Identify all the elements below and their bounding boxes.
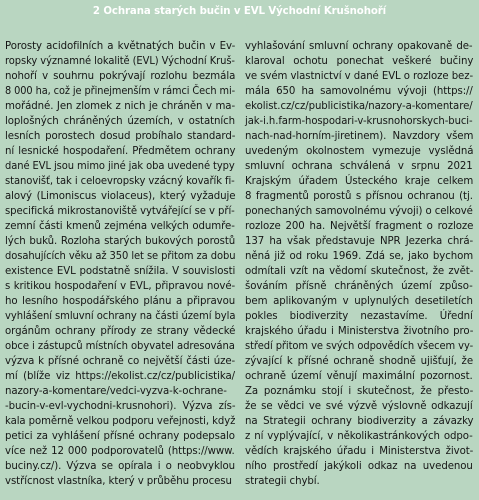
text-line: zemní části kmenů zejména velkých odumře- bbox=[5, 221, 235, 232]
text-line: ve svém vlastnictví v dané EVL o rozloze bez- bbox=[245, 71, 474, 82]
text-line: jak-i.h.farm-hospodari-v-krusnohorskych-buci- bbox=[245, 116, 473, 127]
text-line: pokles biodiverzity nezastavíme. Úřední bbox=[245, 311, 473, 322]
text-line: středí přitom ve svých odpovědích všecem vy- bbox=[245, 341, 474, 352]
text-line: -bucin-v-evl-vychodni-krusnohori). Výzva zís- bbox=[5, 401, 236, 412]
right-column-text bbox=[245, 39, 473, 489]
text-line: ekolist.cz/cz/publicistika/nazory-a-komentare/ bbox=[245, 101, 473, 112]
text-line: zývající k přísné ochraně shodně ujišťují, že bbox=[245, 356, 474, 367]
text-line: uvedeným okolnostem vymezuje vyslědná bbox=[245, 146, 474, 157]
text-line: nohoří v souhrnu pokrývají rozlohu bezmála bbox=[5, 71, 236, 82]
text-line: lých buků. Rozloha starých bukových porostů bbox=[5, 236, 236, 247]
text-line: více než 12 000 podporovatelů (https://www. bbox=[5, 446, 235, 457]
text-line: s kritikou hospodaření v EVL, připravou nové- bbox=[5, 281, 236, 292]
text-line: výzva k přísné ochraně co největší části úze- bbox=[5, 356, 236, 367]
text-line: rozloze 200 ha. Největší fragment o rozloze bbox=[245, 221, 474, 232]
text-line: mořádné. Jen zlomek z nich je chráněn v ma- bbox=[5, 101, 236, 112]
text-line: něná již od roku 1969. Zdá se, jako bychom bbox=[245, 251, 474, 262]
text-line: vyhlášení smluvní ochrany na části území byla bbox=[5, 311, 236, 322]
text-line: že se vědci ve své výzvě výslovně odkazují bbox=[245, 401, 473, 412]
section-title: 2 Ochrana starých bučin v EVL Východní Krušnohoří bbox=[92, 6, 387, 17]
text-line: krajského úřadu i Ministerstva životního pro- bbox=[245, 326, 474, 337]
text-line: bem aplikovaným v uplynulých desetiletích bbox=[245, 296, 473, 307]
text-line: kala poměrně velkou podporu veřejnosti, když bbox=[5, 416, 236, 427]
text-line: Krajským úřadem Ústeckého kraje celkem bbox=[245, 176, 474, 187]
left-column-text bbox=[5, 39, 235, 489]
text-line: dosahujících věku až 350 let se přitom za dobu bbox=[5, 251, 236, 262]
text-line: 8 fragmentů porostů s přísnou ochranou (tj. bbox=[245, 191, 473, 202]
text-line: na Strategii ochrany biodiverzity a závazky bbox=[245, 416, 474, 427]
text-line: mí (blíže viz https://ekolist.cz/cz/publicistika/ bbox=[5, 371, 236, 382]
text-line: vstřícnost vlastníka, který v průběhu procesu bbox=[5, 476, 232, 487]
text-line: 137 ha však představuje NPR Jezerka chrá- bbox=[245, 236, 474, 247]
text-line: klaroval ochotu ponechat veškeré bučiny bbox=[245, 56, 474, 67]
text-line: petici za vyhlášení přísné ochrany podepsalo bbox=[5, 431, 235, 442]
text-line: šováním přísně chráněných území způso- bbox=[245, 281, 473, 292]
text-line: Porosty acidofilních a květnatých bučin v Ev- bbox=[5, 41, 236, 52]
text-line: ho lesního hospodářského plánu a připravou bbox=[5, 296, 236, 307]
text-line: obce i zástupců místních obyvatel adresována bbox=[5, 341, 235, 352]
text-line: nach-nad-horním-jiretinem). Navzdory všem bbox=[245, 131, 474, 142]
text-line: strategii chybí. bbox=[245, 476, 320, 487]
text-line: orgánům ochrany přírody ze strany vědecké bbox=[5, 326, 236, 337]
text-line: ního prostředí jakýkoli odkaz na uvedenou bbox=[245, 461, 473, 472]
text-line: dané EVL jsou mimo jiné jak oba uvedené typy bbox=[5, 161, 235, 172]
text-line: vědích krajského úřadu i Ministerstva život- bbox=[245, 446, 474, 457]
text-line: smluvní ochrana schválená v srpnu 2021 bbox=[245, 161, 473, 172]
text-line: specifická mikrostanoviště vytvářející se v pří- bbox=[5, 206, 235, 217]
text-line: mála 650 ha samovolnému vývoji (https:// bbox=[245, 86, 473, 97]
text-line: ponechaných samovolnému vývoji) o celkové bbox=[245, 206, 473, 217]
text-line: ní lesnické hospodaření. Předmětem ochrany bbox=[5, 146, 236, 157]
text-line: z ní vyplývající, v několikastránkových odpo- bbox=[245, 431, 473, 442]
text-line: ochraně území věnují maximální pozornost. bbox=[245, 371, 473, 382]
text-line: 8 000 ha, což je přinejmenším v rámci Čech mi- bbox=[5, 86, 236, 97]
text-line: existence EVL podstatně snížila. V souvislosti bbox=[5, 266, 236, 277]
text-line: Za poznámku stojí i skutečnost, že přesto- bbox=[245, 386, 474, 397]
text-line: vyhlašování smluvní ochrany opakovaně de- bbox=[245, 41, 473, 52]
text-line: ropsky významné lokalitě (EVL) Východní Kruš- bbox=[5, 56, 235, 67]
text-line: odmítali vzít na vědomí skutečnost, že zvět- bbox=[245, 266, 474, 277]
text-line: stanovišť, tak i celoevropsky vzácný kovařík fi- bbox=[5, 176, 235, 187]
text-line: nazory-a-komentare/vedci-vyzva-k-ochrane- bbox=[5, 386, 227, 397]
text-line: loplošných chráněných územích, v ostatních bbox=[5, 116, 236, 127]
text-line: alový (Limoniscus violaceus), který vyžaduje bbox=[5, 191, 236, 202]
text-line: buciny.cz/). Výzva se opírala i o neobvyklou bbox=[5, 461, 236, 472]
text-line: lesních porostech dosud probíhalo standard- bbox=[5, 131, 236, 142]
